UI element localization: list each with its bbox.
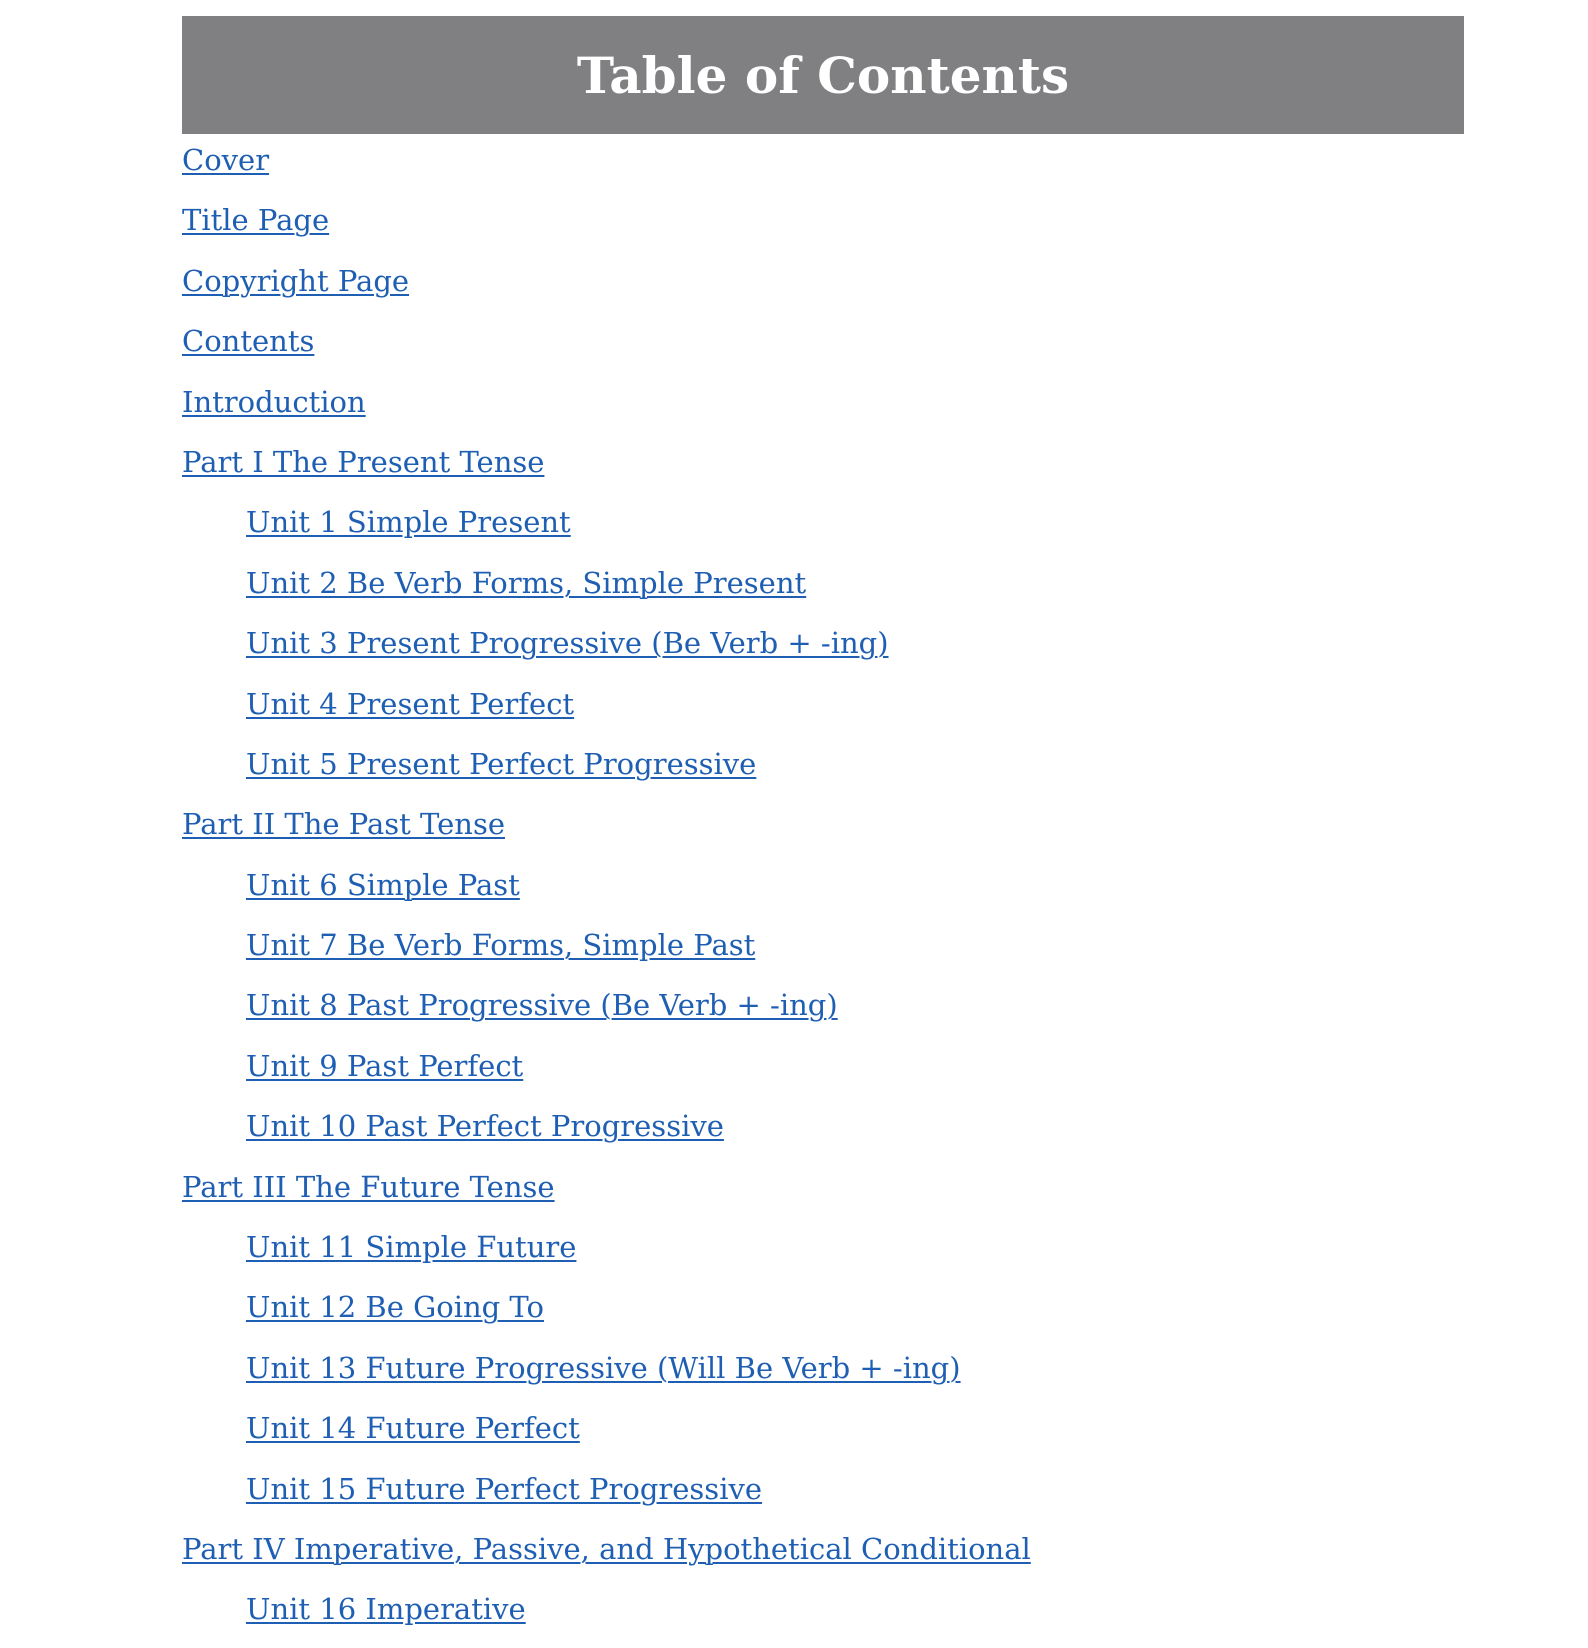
toc-link-part-3[interactable]: Part III The Future Tense [182,1169,555,1204]
toc-link-unit-13[interactable]: Unit 13 Future Progressive (Will Be Verb + -ing) [246,1350,961,1385]
toc-entry [182,1157,1482,1217]
toc-link-unit-14[interactable]: Unit 14 Future Perfect [246,1411,580,1446]
toc-entry [182,1036,1482,1096]
page-title: Table of Contents [576,45,1070,105]
toc-link-unit-10[interactable]: Unit 10 Past Perfect Progressive [246,1109,724,1144]
toc-link-unit-7[interactable]: Unit 7 Be Verb Forms, Simple Past [246,928,756,963]
toc-entry [182,613,1482,673]
toc-entry [182,432,1482,492]
toc-entry [182,915,1482,975]
toc-entry [182,1579,1482,1639]
toc-entry [182,1459,1482,1519]
toc-link-cover[interactable]: Cover [182,143,270,177]
toc-entry [182,1217,1482,1277]
toc-link-copyright-page[interactable]: Copyright Page [182,263,410,298]
toc-link-unit-12[interactable]: Unit 12 Be Going To [246,1290,544,1325]
toc-link-unit-6[interactable]: Unit 6 Simple Past [246,867,520,902]
toc-entry [182,734,1482,794]
toc-link-title-page[interactable]: Title Page [182,203,330,238]
toc-link-unit-1[interactable]: Unit 1 Simple Present [246,505,571,540]
toc-link-unit-3[interactable]: Unit 3 Present Progressive (Be Verb + -ing) [246,626,889,661]
toc-entry [182,1277,1482,1337]
toc-entry [182,251,1482,311]
toc-list [182,130,1482,1640]
toc-header-bar [182,16,1464,134]
toc-link-part-1[interactable]: Part I The Present Tense [182,444,545,479]
toc-entry [182,1096,1482,1156]
toc-link-part-2[interactable]: Part II The Past Tense [182,807,505,842]
toc-link-contents[interactable]: Contents [182,324,315,359]
toc-link-unit-8[interactable]: Unit 8 Past Progressive (Be Verb + -ing) [246,988,838,1023]
toc-entry [182,794,1482,854]
toc-link-unit-11[interactable]: Unit 11 Simple Future [246,1230,577,1265]
toc-entry [182,855,1482,915]
toc-link-unit-2[interactable]: Unit 2 Be Verb Forms, Simple Present [246,565,807,600]
toc-link-unit-5[interactable]: Unit 5 Present Perfect Progressive [246,746,757,781]
toc-entry [182,311,1482,371]
toc-link-unit-4[interactable]: Unit 4 Present Perfect [246,686,575,721]
toc-entry [182,492,1482,552]
toc-link-unit-16[interactable]: Unit 16 Imperative [246,1592,526,1627]
toc-entry [182,674,1482,734]
toc-link-introduction[interactable]: Introduction [182,384,366,419]
toc-entry [182,553,1482,613]
toc-entry [182,130,1482,190]
toc-entry [182,372,1482,432]
toc-entry [182,190,1482,250]
toc-link-part-4[interactable]: Part IV Imperative, Passive, and Hypothetical Conditional [182,1531,1031,1566]
toc-link-unit-9[interactable]: Unit 9 Past Perfect [246,1048,524,1083]
toc-entry [182,1398,1482,1458]
toc-link-unit-15[interactable]: Unit 15 Future Perfect Progressive [246,1471,763,1506]
toc-entry [182,1338,1482,1398]
toc-entry [182,975,1482,1035]
toc-entry [182,1519,1482,1579]
